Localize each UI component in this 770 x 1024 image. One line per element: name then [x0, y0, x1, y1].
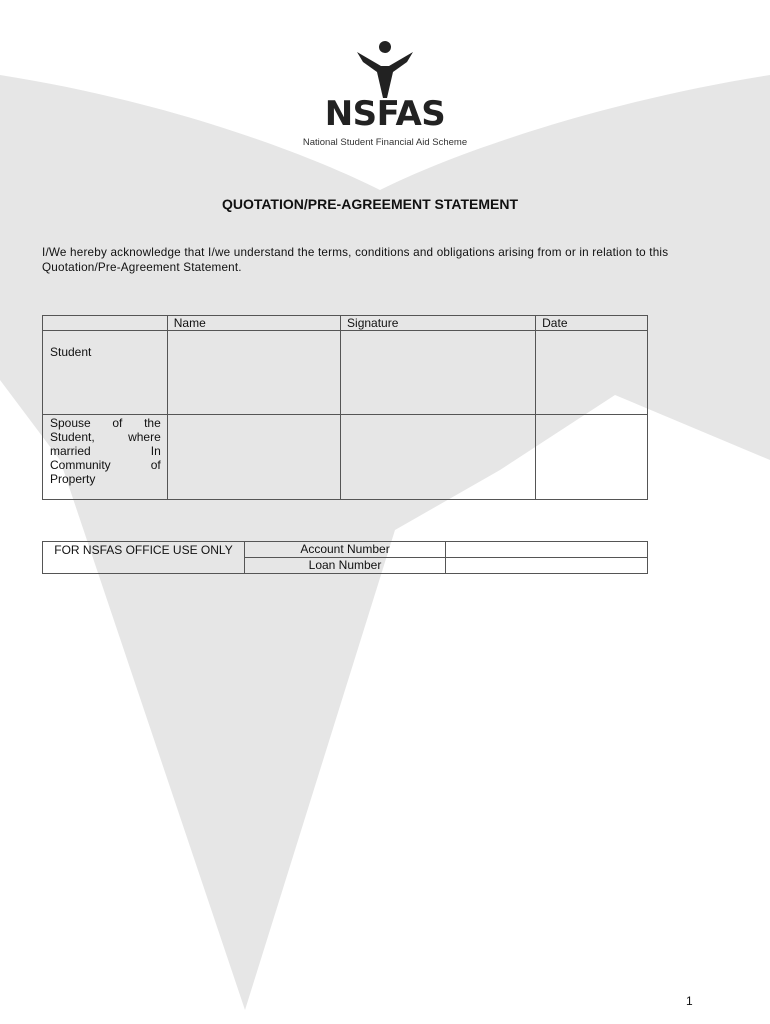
table-row-spouse — [43, 415, 648, 500]
student-name-field[interactable] — [167, 331, 340, 415]
header-date: Date — [536, 316, 648, 331]
office-row-account — [43, 542, 648, 558]
loan-number-field[interactable] — [446, 558, 648, 574]
row-label-student: Student — [43, 331, 168, 415]
account-number-field[interactable] — [446, 542, 648, 558]
student-date-field[interactable] — [536, 331, 648, 415]
row-label-spouse: Spouse of the Student, where married In Community of Property — [43, 415, 168, 500]
page-number: 1 — [686, 994, 693, 1008]
header-name: Name — [167, 316, 340, 331]
loan-number-label: Loan Number — [245, 558, 446, 574]
nsfas-figure-logo-icon — [345, 40, 425, 100]
student-signature-field[interactable] — [341, 331, 536, 415]
account-number-label: Account Number — [245, 542, 446, 558]
header-blank — [43, 316, 168, 331]
table-row-student — [43, 331, 648, 415]
signature-table — [42, 315, 648, 500]
nsfas-logo — [290, 40, 480, 155]
logo-tagline: National Student Financial Aid Scheme — [302, 137, 468, 148]
office-use-table — [42, 541, 648, 574]
acknowledgement-text: I/We hereby acknowledge that I/we understand the terms, conditions and obligations arising from or in relation to this Quotation/Pre-Agreement Statement. — [42, 246, 669, 274]
table-header-row — [43, 316, 648, 331]
spouse-name-field[interactable] — [167, 415, 340, 500]
spouse-date-field[interactable] — [536, 415, 648, 500]
logo-brand: NSFAS — [324, 94, 446, 134]
office-use-label: FOR NSFAS OFFICE USE ONLY — [43, 542, 245, 574]
document-title: QUOTATION/PRE-AGREEMENT STATEMENT — [221, 196, 519, 212]
spouse-signature-field[interactable] — [341, 415, 536, 500]
header-signature: Signature — [341, 316, 536, 331]
